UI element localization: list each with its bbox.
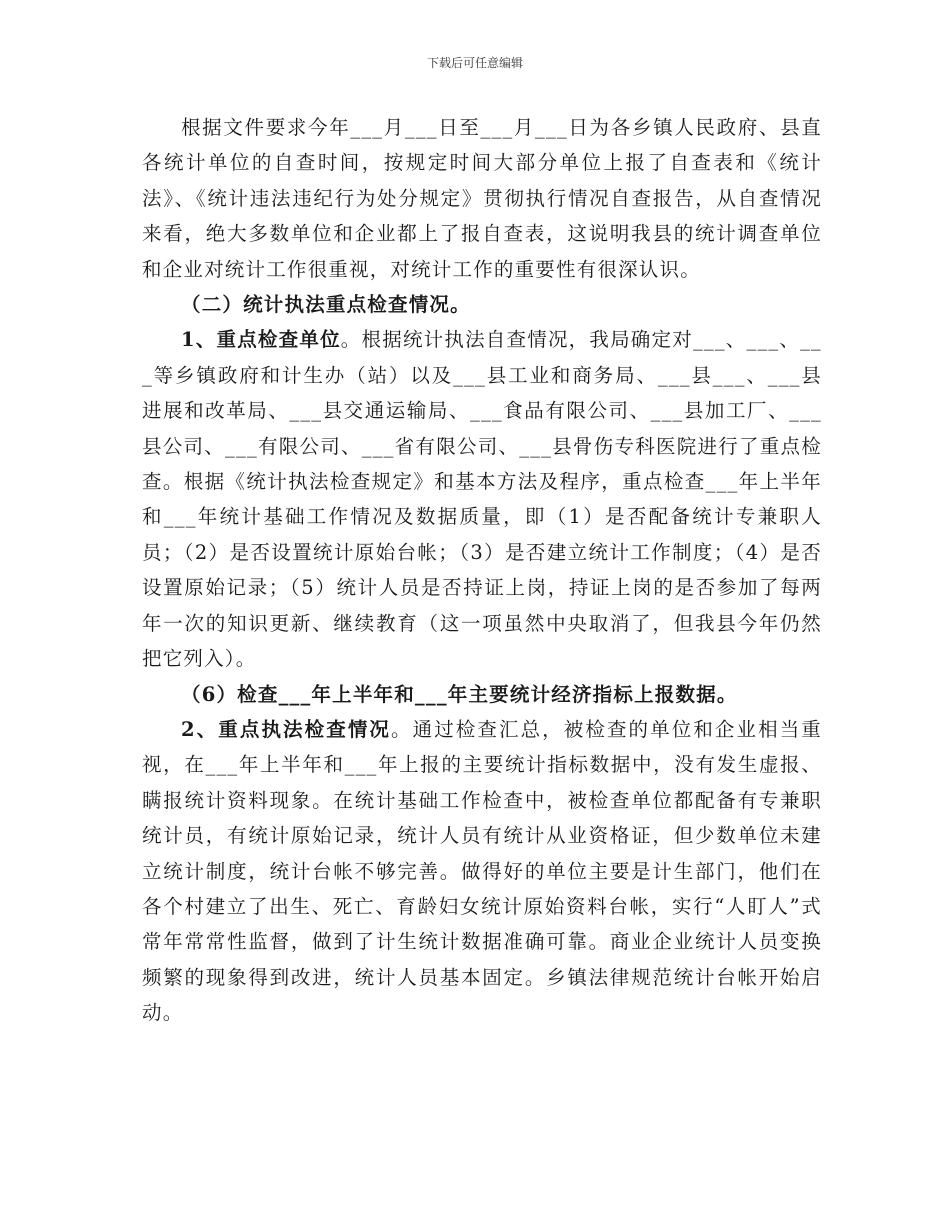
paragraph-item-1 bbox=[142, 322, 822, 676]
paragraph-item-2 bbox=[142, 712, 822, 1031]
document-body bbox=[142, 110, 822, 1031]
item-2-text: 。通过检查汇总，被检查的单位和企业相当重视，在___年上半年和___年上报的主要统计指标数据中，没有发生虚报、瞒报统计资料现象。在统计基础工作检查中，被检查单位都配备有专兼职统计员，有统计原始记录，统计人员有统计从业资格证，但少数单位未建立统计制度，统计台帐不够完善。做得好的单位主要是计生部门，他们在各个村建立了出生、死亡、育龄妇女统计原始资料台帐，实行“人盯人”式常年常常性监督，做到了计生统计数据准确可靠。商业企业统计人员变换频繁的现象得到改进，统计人员基本固定。乡镇法律规范统计台帐开始启动。 bbox=[142, 717, 822, 1025]
section-heading-2: （二）统计执法重点检查情况。 bbox=[181, 293, 471, 317]
item-1-text: 。根据统计执法自查情况，我局确定对___、___、___等乡镇政府和计生办（站）以及___县工业和商务局、___县___、___县进展和改革局、___县交通运输局、___食品有限公司、___县加工厂、___县公司、___有限公司、___省有限公司、___县骨伤专科医院进行了重点检查。根据《统计执法检查规定》和基本方法及程序，重点检查___年上半年和___年统计基础工作情况及数据质量，即（1）是否配备统计专兼职人员；（2）是否设置统计原始台帐；（3）是否建立统计工作制度；（4）是否设置原始记录；（5）统计人员是否持证上岗，持证上岗的是否参加了每两年一次的知识更新、继续教育（这一项虽然中央取消了，但我县今年仍然把它列入）。 bbox=[142, 328, 823, 671]
paragraph-self-inspection: 根据文件要求今年___月___日至___月___日为各乡镇人民政府、县直各统计单位的自查时间，按规定时间大部分单位上报了自查表和《统计法》、《统计违法违纪行为处分规定》贯彻执行情况自查报告，从自查情况来看，绝大多数单位和企业都上了报自查表，这说明我县的统计调查单位和企业对统计工作很重视，对统计工作的重要性有很深认识。 bbox=[142, 116, 822, 281]
item-6-heading: （6）检查___年上半年和___年主要统计经济指标上报数据。 bbox=[181, 682, 738, 706]
item-1-title: 1、重点检查单位 bbox=[181, 328, 341, 352]
page-header: 下载后可任意编辑 bbox=[426, 56, 523, 70]
item-2-title: 2、重点执法检查情况 bbox=[181, 717, 392, 741]
